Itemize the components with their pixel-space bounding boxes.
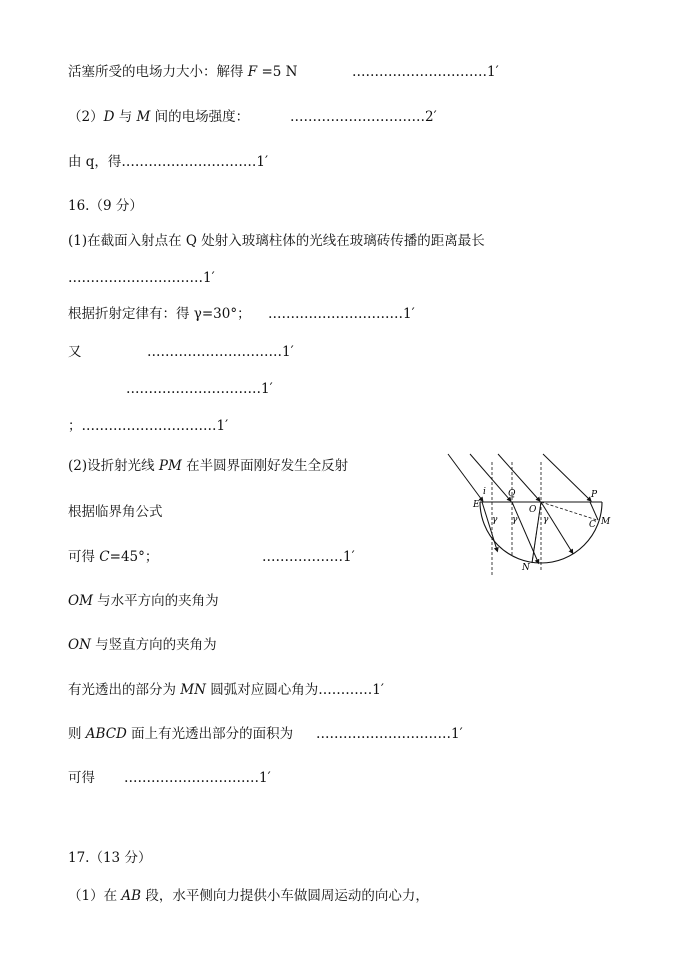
label-o: O bbox=[529, 505, 537, 515]
line-7: 根据折射定律有：得 γ=30°； bbox=[68, 306, 251, 322]
text-after: =45°； bbox=[109, 549, 159, 565]
incident-ray-1 bbox=[448, 454, 482, 500]
incident-ray-4 bbox=[543, 454, 590, 500]
label-q: Q bbox=[508, 489, 516, 499]
refracted-ray-o bbox=[541, 502, 572, 552]
text: 可得 bbox=[68, 549, 100, 565]
text: （2） bbox=[68, 109, 104, 125]
refracted-ray-p bbox=[590, 502, 598, 520]
optics-figure bbox=[440, 452, 620, 582]
label-p: P bbox=[591, 490, 598, 500]
text: 有光透出的部分为 bbox=[68, 682, 181, 698]
text: 则 bbox=[68, 726, 86, 742]
text-after: =5 N bbox=[257, 64, 298, 80]
text-after: 与 bbox=[114, 109, 137, 125]
italic-var: D bbox=[103, 109, 115, 125]
line-17 bbox=[68, 724, 293, 744]
dots-2: …………………………2′ bbox=[290, 109, 437, 125]
italic-var: AB bbox=[121, 888, 142, 904]
line-5: (1)在截面入射点在 Q 处射入玻璃柱体的光线在玻璃砖传播的距离最长 bbox=[68, 233, 485, 249]
line-12: 根据临界角公式 bbox=[68, 504, 163, 520]
dots-6: …………………………1′ bbox=[68, 270, 215, 286]
dashed-radius-om bbox=[541, 502, 597, 520]
text-after: 圆弧对应圆心角为…………1′ bbox=[205, 682, 384, 698]
label-c: C bbox=[589, 520, 596, 530]
text: 活塞所受的电场力大小：解得 bbox=[68, 64, 248, 80]
label-gamma-3: γ bbox=[543, 515, 549, 525]
text-after-2: 间的电场强度： bbox=[150, 109, 250, 125]
italic-var: C bbox=[99, 549, 110, 565]
text-after: 与水平方向的夹角为 bbox=[92, 593, 219, 609]
label-gamma-1: γ bbox=[492, 515, 498, 525]
dots-8: …………………………1′ bbox=[147, 344, 294, 360]
line-18: 可得 bbox=[68, 770, 95, 786]
dots-7: …………………………1′ bbox=[268, 306, 415, 322]
text-after: 面上有光透出部分的面积为 bbox=[126, 726, 294, 742]
italic-var: F bbox=[247, 64, 258, 80]
italic-var: MN bbox=[180, 682, 206, 698]
line-8: 又 bbox=[68, 344, 82, 360]
label-n: N bbox=[522, 563, 530, 573]
line-10: ；…………………………1′ bbox=[68, 418, 229, 434]
line-1 bbox=[68, 62, 297, 82]
label-e: E bbox=[473, 500, 480, 510]
line-13 bbox=[68, 547, 158, 567]
line-15 bbox=[68, 635, 217, 655]
italic-var-2: M bbox=[136, 109, 151, 125]
italic-var: OM bbox=[68, 593, 93, 609]
line-20 bbox=[68, 886, 429, 906]
text: (2)设折射光线 bbox=[68, 458, 159, 474]
italic-var: ABCD bbox=[85, 726, 127, 742]
text: （1）在 bbox=[68, 888, 122, 904]
line-14 bbox=[68, 591, 219, 611]
dots-18: …………………………1′ bbox=[124, 770, 271, 786]
line-11 bbox=[68, 456, 348, 476]
dots-17: …………………………1′ bbox=[316, 726, 463, 742]
italic-var: PM bbox=[158, 458, 182, 474]
line-3: 由 q，得…………………………1′ bbox=[68, 154, 269, 170]
section-17-heading: 17.（13 分） bbox=[68, 850, 152, 866]
text-after: 与竖直方向的夹角为 bbox=[90, 637, 217, 653]
section-16-heading: 16.（9 分） bbox=[68, 198, 143, 214]
label-gamma-2: γ bbox=[512, 515, 518, 525]
label-i: i bbox=[483, 487, 486, 497]
italic-var: ON bbox=[68, 637, 91, 653]
text-after: 段，水平侧向力提供小车做圆周运动的向心力， bbox=[141, 888, 429, 904]
dots-9: …………………………1′ bbox=[126, 381, 273, 397]
line-2 bbox=[68, 107, 249, 127]
dots-1: …………………………1′ bbox=[352, 64, 499, 80]
dots-13: ………………1′ bbox=[262, 549, 355, 565]
text-after: 在半圆界面刚好发生全反射 bbox=[181, 458, 349, 474]
label-m: M bbox=[601, 517, 611, 527]
line-16 bbox=[68, 680, 384, 700]
